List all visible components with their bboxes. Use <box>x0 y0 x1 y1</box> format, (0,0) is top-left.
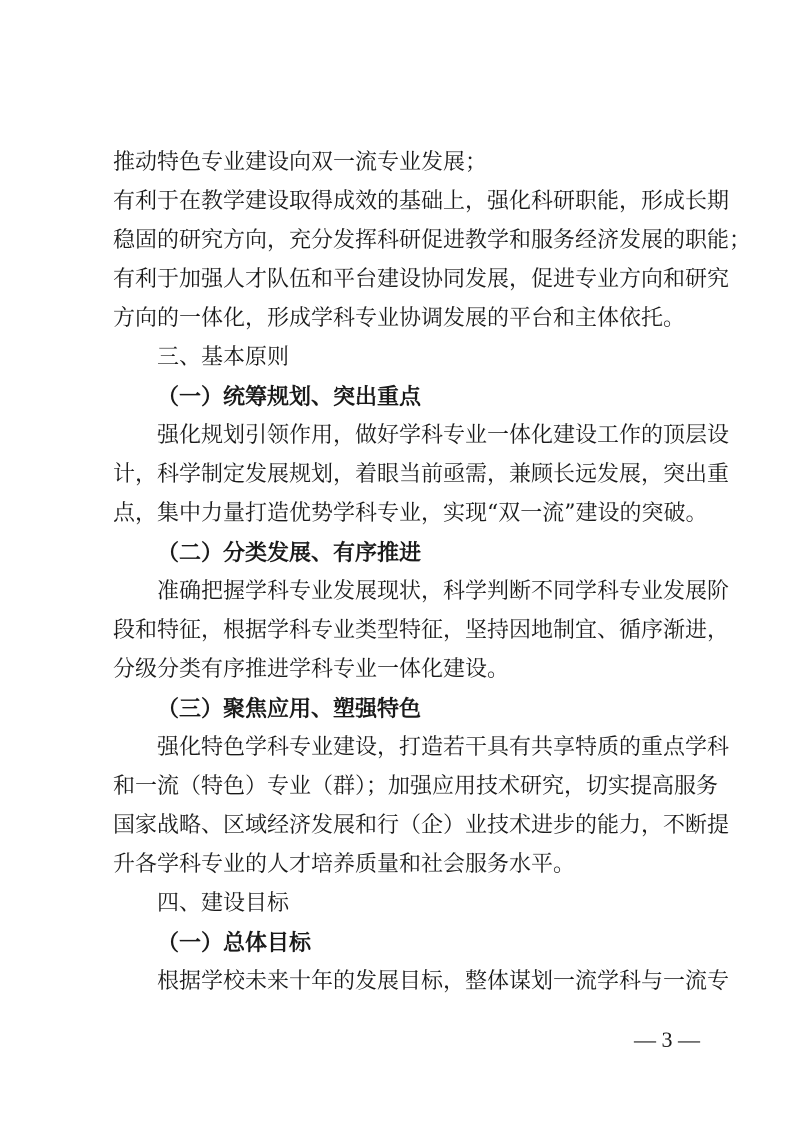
paragraph-line: 稳固的研究方向，充分发挥科研促进教学和服务经济发展的职能； <box>113 228 752 253</box>
paragraph-line: 和一流（特色）专业（群）；加强应用技术研究，切实提高服务 <box>113 774 719 799</box>
section-heading: 四、建设目标 <box>157 891 290 916</box>
paragraph-line: 有利于加强人才队伍和平台建设协同发展，促进专业方向和研究 <box>113 267 730 292</box>
paragraph-line: 有利于在教学建设取得成效的基础上，强化科研职能，形成长期 <box>113 189 730 214</box>
page-number: — 3 — <box>634 1027 700 1052</box>
subsection-heading: （三）聚焦应用、塑强特色 <box>157 696 422 722</box>
paragraph-line: 强化规划引领作用，做好学科专业一体化建设工作的顶层设 <box>157 423 730 448</box>
paragraph-line: 点，集中力量打造优势学科专业，实现“双一流”建设的突破。 <box>113 501 708 526</box>
subsection-heading: （一）总体目标 <box>157 930 312 956</box>
section-heading: 三、基本原则 <box>157 345 290 370</box>
paragraph-line: 根据学校未来十年的发展目标，整体谋划一流学科与一流专 <box>157 969 730 994</box>
paragraph-line: 国家战略、区域经济发展和行（企）业技术进步的能力，不断提 <box>113 813 730 838</box>
paragraph-line: 升各学科专业的人才培养质量和社会服务水平。 <box>113 852 576 877</box>
paragraph-line: 推动特色专业建设向双一流专业发展； <box>113 150 488 175</box>
paragraph-line: 分级分类有序推进学科专业一体化建设。 <box>113 657 510 682</box>
paragraph-line: 方向的一体化，形成学科专业协调发展的平台和主体依托。 <box>113 306 686 331</box>
paragraph-line: 强化特色学科专业建设，打造若干具有共享特质的重点学科 <box>157 735 730 760</box>
subsection-heading: （二）分类发展、有序推进 <box>157 540 422 566</box>
paragraph-line: 计，科学制定发展规划，着眼当前亟需，兼顾长远发展，突出重 <box>113 462 730 487</box>
paragraph-line: 准确把握学科专业发展现状，科学判断不同学科专业发展阶 <box>157 579 730 604</box>
paragraph-line: 段和特征，根据学科专业类型特征，坚持因地制宜、循序渐进， <box>113 618 730 643</box>
subsection-heading: （一）统筹规划、突出重点 <box>157 384 422 410</box>
